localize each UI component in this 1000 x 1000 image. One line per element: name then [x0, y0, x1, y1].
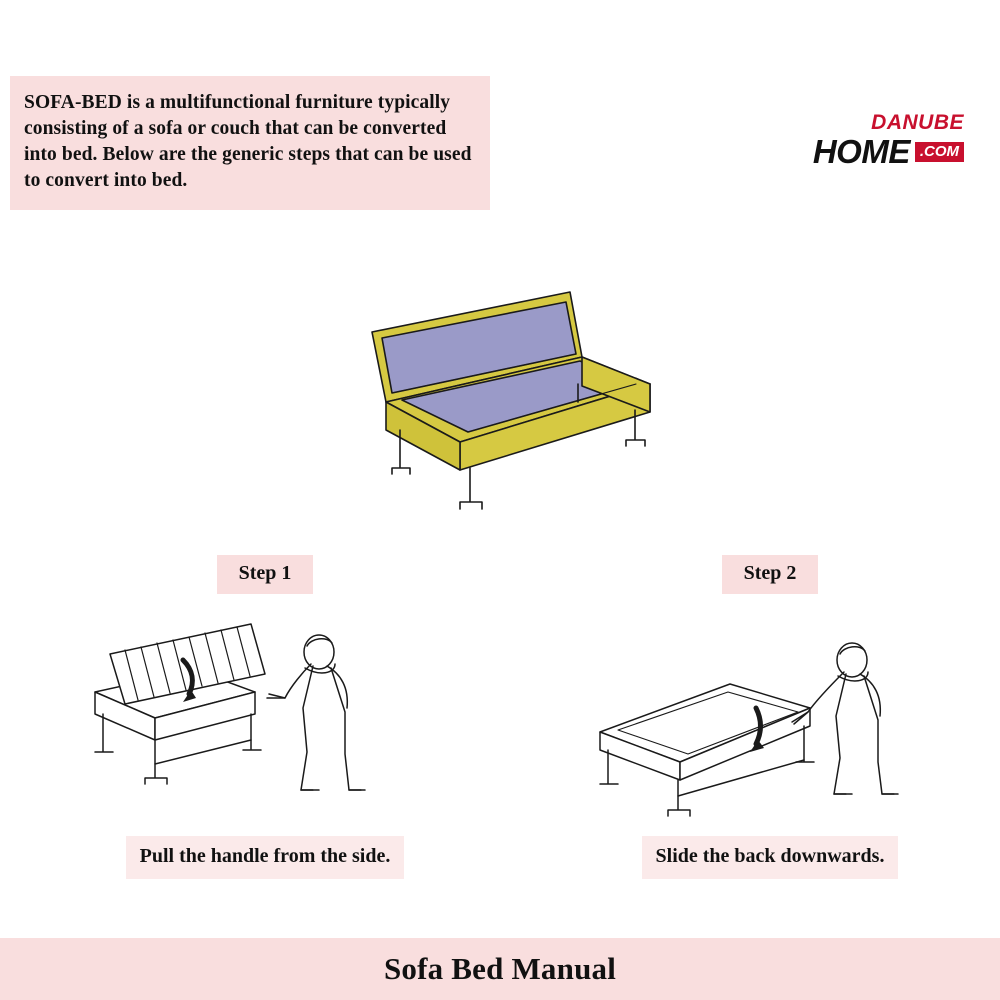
step-1-badge: Step 1: [217, 555, 313, 594]
step-1-caption: Pull the handle from the side.: [126, 836, 405, 879]
step-2-illustration: [560, 612, 980, 822]
step-1-illustration: [55, 612, 475, 822]
sofa-bed-illustration: [330, 262, 730, 512]
footer-bar: [0, 938, 1000, 1000]
step-2: [560, 555, 980, 879]
logo-danube-text: DANUBE: [871, 111, 964, 134]
intro-text-box: [10, 76, 490, 210]
step-2-caption: Slide the back downwards.: [642, 836, 899, 879]
logo-com-badge: .COM: [915, 142, 964, 162]
logo-home-row: [744, 135, 964, 168]
brand-logo: [744, 112, 964, 168]
footer-title: Sofa Bed Manual: [383, 951, 617, 986]
logo-home-text: HOME: [812, 133, 910, 170]
step-2-badge: Step 2: [722, 555, 818, 594]
step-1: [55, 555, 475, 879]
intro-paragraph: SOFA-BED is a multifunctional furniture typically consisting of a sofa or couch that can be converted into bed. Below are the generic steps that can be used to convert into bed.: [24, 92, 472, 191]
